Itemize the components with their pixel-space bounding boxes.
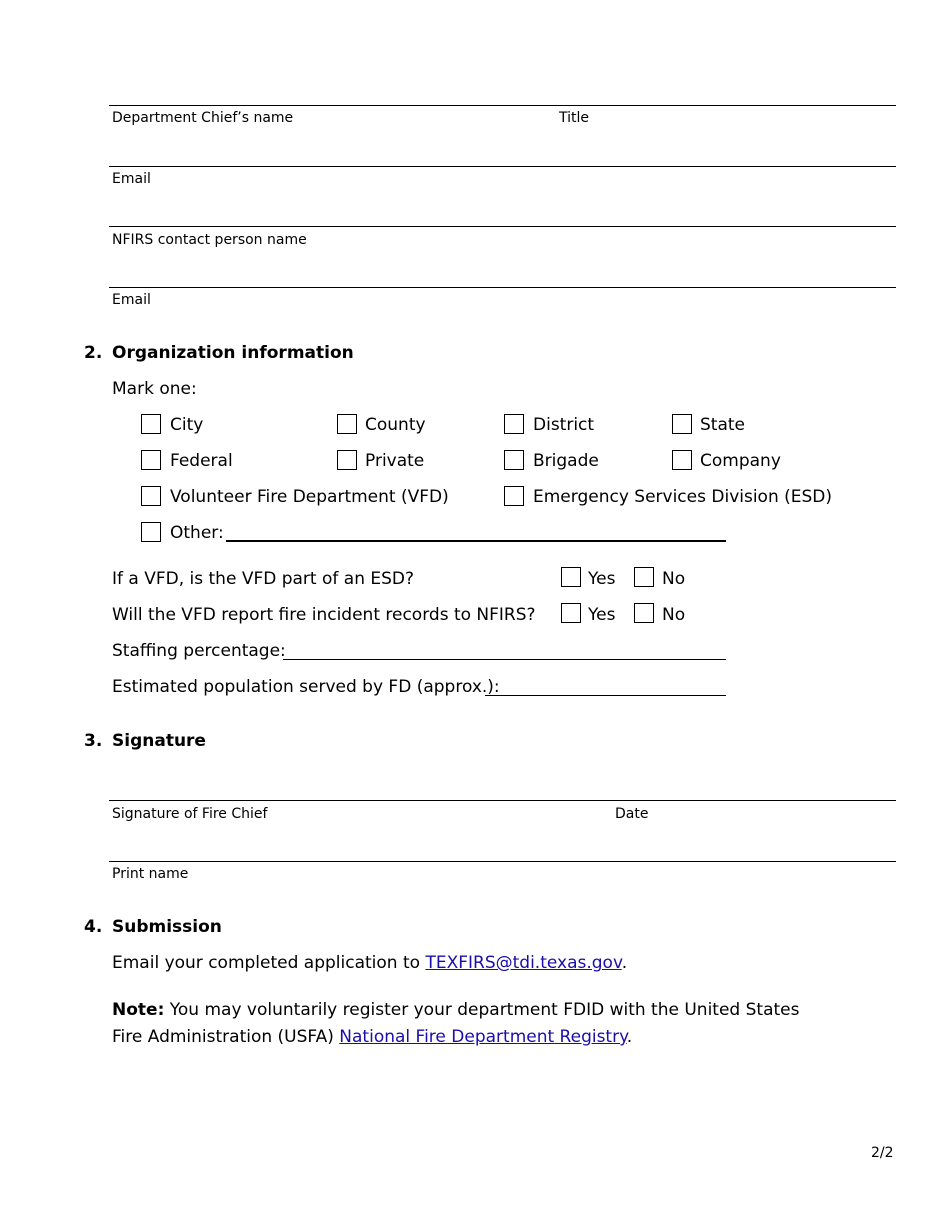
section-4-number: 4. bbox=[84, 917, 103, 937]
company-label: Company bbox=[700, 451, 781, 471]
private-label: Private bbox=[365, 451, 425, 471]
page-number: 2/2 bbox=[871, 1145, 894, 1161]
city-label: City bbox=[170, 415, 204, 435]
registry-link[interactable]: National Fire Department Registry bbox=[339, 1027, 627, 1047]
title-label: Title bbox=[559, 110, 590, 126]
district-checkbox[interactable] bbox=[504, 414, 524, 434]
vfd-nfirs-no-label: No bbox=[662, 605, 686, 625]
mark-one-label: Mark one: bbox=[112, 379, 197, 399]
email-text-prefix: Email your completed application to bbox=[112, 953, 426, 973]
vfd-nfirs-yes-label: Yes bbox=[588, 605, 616, 625]
vfd-nfirs-no-checkbox[interactable] bbox=[634, 603, 654, 623]
other-label: Other: bbox=[170, 523, 224, 543]
section-2-number: 2. bbox=[84, 343, 103, 363]
company-checkbox[interactable] bbox=[672, 450, 692, 470]
state-label: State bbox=[700, 415, 745, 435]
print-name-label: Print name bbox=[112, 866, 189, 882]
question-vfd-nfirs: Will the VFD report fire incident records to NFIRS? bbox=[112, 605, 536, 625]
field-line-email-2 bbox=[109, 287, 896, 288]
federal-checkbox[interactable] bbox=[141, 450, 161, 470]
section-2-heading: Organization information bbox=[112, 343, 354, 363]
section-3-heading: Signature bbox=[112, 731, 206, 751]
note-paragraph bbox=[112, 997, 832, 1051]
state-checkbox[interactable] bbox=[672, 414, 692, 434]
county-checkbox[interactable] bbox=[337, 414, 357, 434]
vfd-esd-yes-label: Yes bbox=[588, 569, 616, 589]
staffing-label: Staffing percentage: bbox=[112, 641, 286, 661]
vfd-esd-no-label: No bbox=[662, 569, 686, 589]
vfd-checkbox[interactable] bbox=[141, 486, 161, 506]
field-line-chief-name bbox=[109, 105, 896, 106]
brigade-checkbox[interactable] bbox=[504, 450, 524, 470]
population-label: Estimated population served by FD (approx.): bbox=[112, 677, 500, 697]
county-label: County bbox=[365, 415, 426, 435]
chief-name-label: Department Chief’s name bbox=[112, 110, 294, 126]
vfd-label: Volunteer Fire Department (VFD) bbox=[170, 487, 449, 507]
signature-label: Signature of Fire Chief bbox=[112, 806, 268, 822]
other-input-line[interactable] bbox=[226, 540, 726, 542]
note-suffix: . bbox=[626, 1027, 633, 1047]
print-name-line[interactable] bbox=[109, 861, 896, 862]
federal-label: Federal bbox=[170, 451, 233, 471]
email-label-1: Email bbox=[112, 171, 151, 187]
question-vfd-esd: If a VFD, is the VFD part of an ESD? bbox=[112, 569, 415, 589]
brigade-label: Brigade bbox=[533, 451, 599, 471]
vfd-nfirs-yes-checkbox[interactable] bbox=[561, 603, 581, 623]
other-checkbox[interactable] bbox=[141, 522, 161, 542]
email-label-2: Email bbox=[112, 292, 151, 308]
city-checkbox[interactable] bbox=[141, 414, 161, 434]
esd-checkbox[interactable] bbox=[504, 486, 524, 506]
note-label: Note: bbox=[112, 1000, 165, 1020]
email-text-suffix: . bbox=[621, 953, 628, 973]
vfd-esd-no-checkbox[interactable] bbox=[634, 567, 654, 587]
texfirs-email-link[interactable]: TEXFIRS@tdi.texas.gov bbox=[425, 953, 622, 973]
population-input-line[interactable] bbox=[485, 695, 726, 696]
note-text: You may voluntarily register your department FDID with the United States Fire Administration (USFA) bbox=[112, 1000, 800, 1047]
esd-label: Emergency Services Division (ESD) bbox=[533, 487, 833, 507]
private-checkbox[interactable] bbox=[337, 450, 357, 470]
signature-line[interactable] bbox=[109, 800, 896, 801]
submission-email-text bbox=[112, 953, 627, 973]
vfd-esd-yes-checkbox[interactable] bbox=[561, 567, 581, 587]
date-label: Date bbox=[615, 806, 649, 822]
nfirs-contact-label: NFIRS contact person name bbox=[112, 232, 307, 248]
section-3-number: 3. bbox=[84, 731, 103, 751]
district-label: District bbox=[533, 415, 595, 435]
field-line-email-1 bbox=[109, 166, 896, 167]
field-line-nfirs-contact bbox=[109, 226, 896, 227]
staffing-input-line[interactable] bbox=[283, 659, 726, 660]
section-4-heading: Submission bbox=[112, 917, 222, 937]
